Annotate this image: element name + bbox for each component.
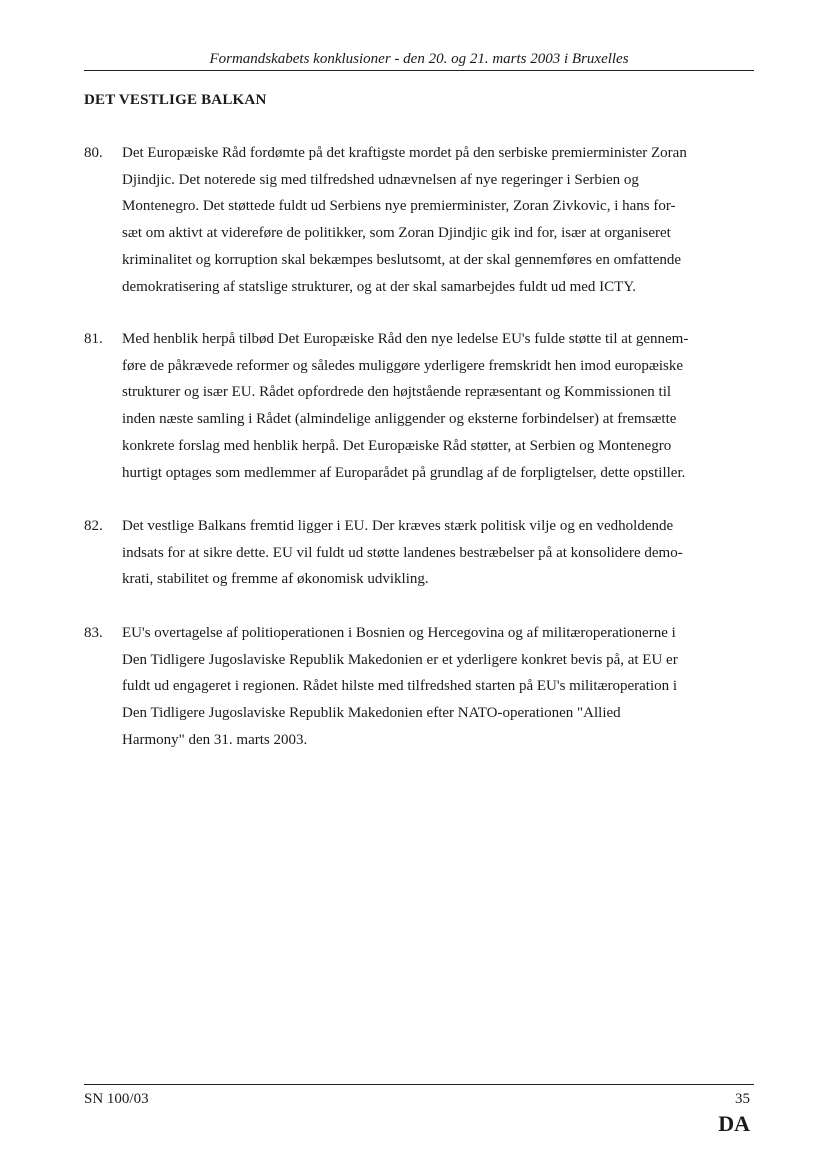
section-heading: DET VESTLIGE BALKAN — [84, 92, 267, 108]
paragraph-line: indsats for at sikre dette. EU vil fuldt ud støtte landenes bestræbelser på at konsolidere demo- — [122, 544, 683, 561]
paragraph-number: 81. — [84, 331, 103, 347]
paragraph-number: 82. — [84, 518, 103, 534]
paragraph-number: 80. — [84, 145, 103, 161]
paragraph-number: 83. — [84, 625, 103, 641]
paragraph-line: Med henblik herpå tilbød Det Europæiske Råd den nye ledelse EU's fulde støtte til at gennem- — [122, 331, 689, 347]
page-number: 35 — [735, 1091, 750, 1107]
paragraph-line: kriminalitet og korruption skal bekæmpes beslutsomt, at der skal gennemføres en omfattende — [122, 251, 682, 268]
paragraph-line: strukturer og især EU. Rådet opfordrede den højtstående repræsentant og Kommissionen til — [122, 384, 672, 401]
paragraph-line: inden næste samling i Rådet (almindelige anliggender og eksterne forbindelser) at fremsætte — [122, 411, 677, 428]
paragraph-line: Det vestlige Balkans fremtid ligger i EU. Der kræves stærk politisk vilje og en vedholdende — [122, 518, 674, 534]
paragraph-line: hurtigt optages som medlemmer af Europarådet på grundlag af de forpligtelser, dette opstiller. — [122, 464, 686, 481]
header-rule — [84, 70, 754, 71]
document-code: SN 100/03 — [84, 1091, 149, 1107]
paragraph-line: Montenegro. Det støttede fuldt ud Serbiens nye premierminister, Zoran Zivkovic, i hans for- — [122, 198, 676, 215]
paragraph-line: konkrete forslag med henblik herpå. Det Europæiske Råd støtter, at Serbien og Montenegro — [122, 437, 672, 454]
footer-rule — [84, 1084, 754, 1085]
page-header-title: Formandskabets konklusioner - den 20. og 21. marts 2003 i Bruxelles — [209, 51, 629, 67]
paragraph-line: demokratisering af statslige strukturer, og at der skal samarbejdes fuldt ud med ICTY. — [122, 278, 636, 295]
paragraph-line: Det Europæiske Råd fordømte på det kraftigste mordet på den serbiske premierminister Zoran — [122, 145, 687, 161]
language-code: DA — [718, 1111, 750, 1136]
paragraph-line: krati, stabilitet og fremme af økonomisk udvikling. — [122, 571, 429, 588]
paragraph-line: sæt om aktivt at videreføre de politikker, som Zoran Djindjic gik ind for, især at organiseret — [122, 225, 671, 242]
paragraph-line: Den Tidligere Jugoslaviske Republik Makedonien er et yderligere konkret bevis på, at EU er — [122, 651, 678, 668]
paragraph-line: fuldt ud engageret i regionen. Rådet hilste med tilfredshed starten på EU's militæroperation i — [122, 678, 678, 695]
paragraph-line: Harmony" den 31. marts 2003. — [122, 731, 308, 748]
paragraph-line: føre de påkrævede reformer og således muliggøre yderligere fremskridt hen imod europæiske — [122, 357, 684, 374]
paragraph-line: EU's overtagelse af politioperationen i Bosnien og Hercegovina og af militæroperationerne i — [122, 625, 676, 641]
paragraph-line: Den Tidligere Jugoslaviske Republik Makedonien efter NATO-operationen "Allied — [122, 705, 621, 722]
paragraph-line: Djindjic. Det noterede sig med tilfredshed udnævnelsen af nye regeringer i Serbien og — [122, 171, 639, 188]
